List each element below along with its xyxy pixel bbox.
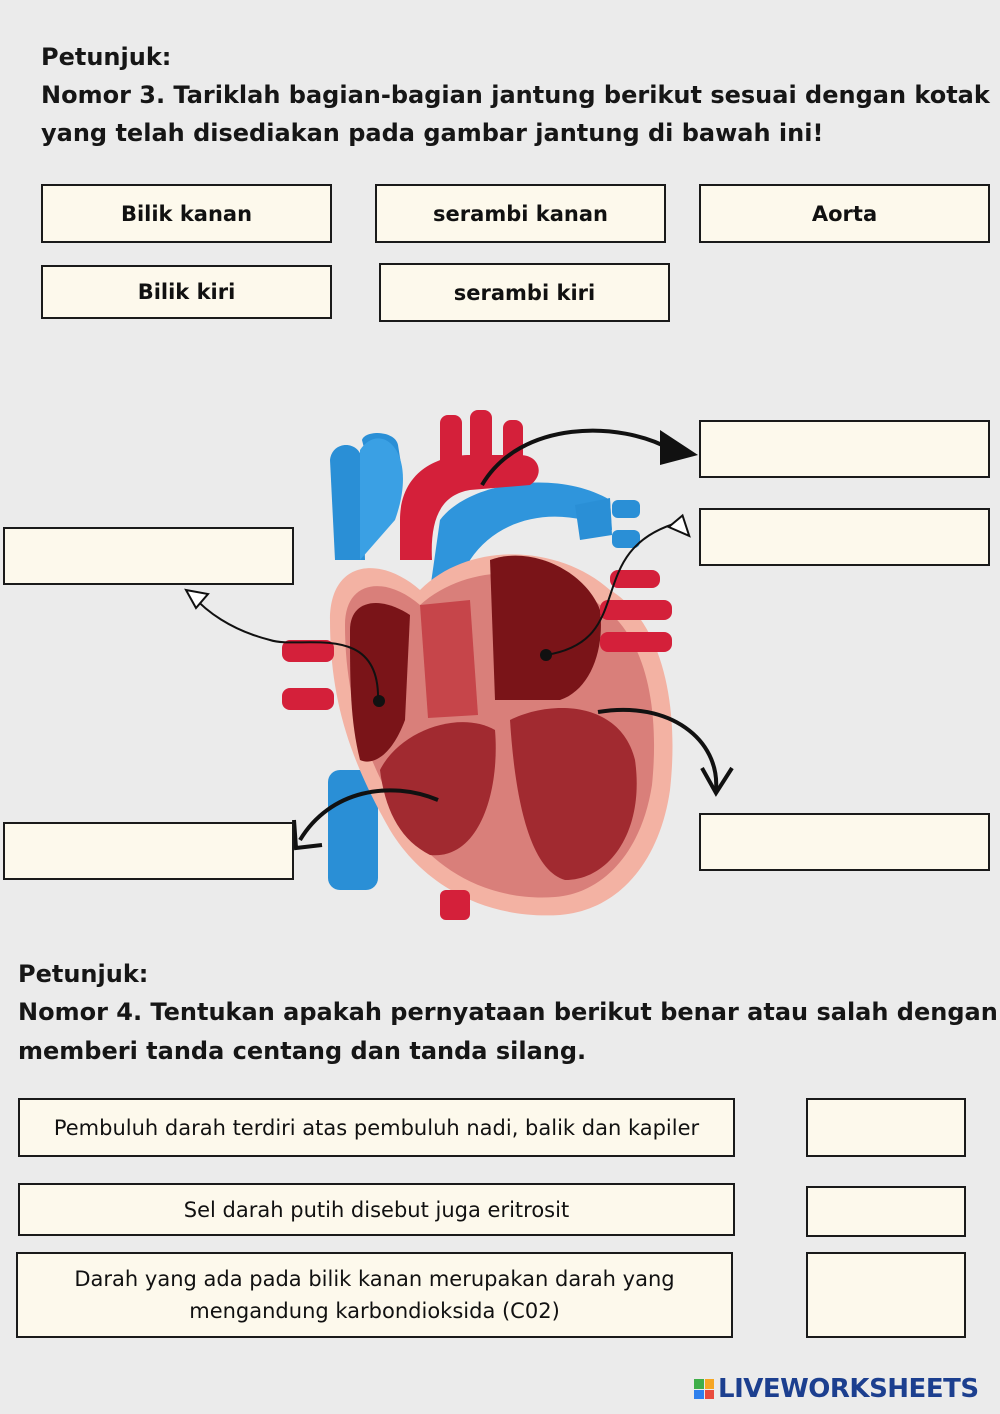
- answer-box-3[interactable]: [806, 1252, 966, 1338]
- q3-instruction-line1: Nomor 3. Tariklah bagian-bagian jantung berikut sesuai dengan kotak: [41, 81, 990, 109]
- answer-box-1[interactable]: [806, 1098, 966, 1157]
- liveworksheets-logo: [694, 1374, 979, 1404]
- statement-2: [18, 1183, 735, 1236]
- word-card-bilik-kanan[interactable]: Bilik kanan: [41, 184, 332, 243]
- drop-box-middle-right[interactable]: [699, 508, 990, 566]
- statement-3-text-line2: mengandung karbondioksida (C02): [189, 1299, 560, 1323]
- statement-3-text-line1: Darah yang ada pada bilik kanan merupakan darah yang: [74, 1267, 675, 1291]
- q4-instruction-line1: Nomor 4. Tentukan apakah pernyataan berikut benar atau salah dengan: [18, 998, 998, 1026]
- drop-box-bottom-right[interactable]: [699, 813, 990, 871]
- logo-text: LIVEWORKSHEETS: [718, 1374, 979, 1404]
- drop-box-middle-left[interactable]: [3, 527, 294, 585]
- q4-instruction-line2: memberi tanda centang dan tanda silang.: [18, 1037, 587, 1065]
- statement-2-text: Sel darah putih disebut juga eritrosit: [183, 1197, 570, 1222]
- word-card-bilik-kiri[interactable]: Bilik kiri: [41, 265, 332, 319]
- q4-title: Petunjuk:: [18, 960, 149, 988]
- statement-3: [16, 1252, 733, 1338]
- q3-instruction-line2: yang telah disediakan pada gambar jantung di bawah ini!: [41, 119, 824, 147]
- statement-1: [18, 1098, 735, 1157]
- word-card-aorta[interactable]: Aorta: [699, 184, 990, 243]
- answer-box-2[interactable]: [806, 1186, 966, 1237]
- logo-mark-icon: [694, 1379, 714, 1399]
- word-card-serambi-kiri[interactable]: serambi kiri: [379, 263, 670, 322]
- drop-box-top-right[interactable]: [699, 420, 990, 478]
- word-card-serambi-kanan[interactable]: serambi kanan: [375, 184, 666, 243]
- q3-title: Petunjuk:: [41, 43, 172, 71]
- statement-1-text: Pembuluh darah terdiri atas pembuluh nadi, balik dan kapiler: [53, 1115, 700, 1140]
- drop-box-bottom-left[interactable]: [3, 822, 294, 880]
